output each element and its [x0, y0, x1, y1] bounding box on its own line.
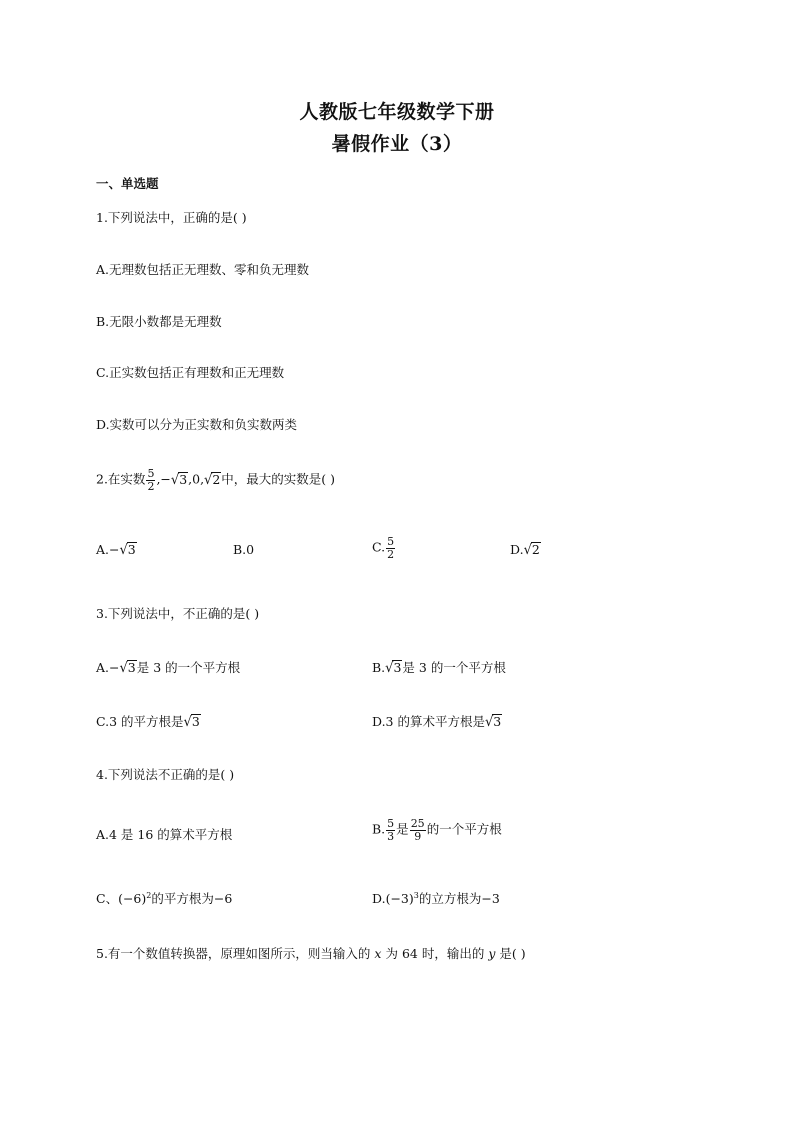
power-exponent: 2: [146, 890, 152, 900]
question-5-stem-prefix: 5.有一个数值转换器，原理如图所示，则当输入的: [96, 946, 371, 961]
fraction-numerator: 25: [410, 817, 425, 830]
question-2-stem: [96, 468, 335, 492]
variable-x: x: [374, 946, 382, 961]
sqrt-expression: [204, 472, 221, 488]
option-text: C.3 的平方根是: [96, 714, 184, 729]
radical-sign-icon: √: [523, 542, 532, 559]
radical-sign-icon: √: [484, 714, 494, 731]
radicand: 3: [127, 542, 136, 557]
option-label: A.: [96, 660, 110, 675]
sqrt-expression: [524, 542, 541, 558]
variable-y: y: [488, 946, 496, 961]
question-2-option-d: [510, 542, 541, 558]
sqrt-expression: [120, 660, 137, 676]
separator: ,−: [156, 471, 171, 487]
radicand: 3: [493, 714, 502, 729]
radicand: 3: [127, 660, 136, 675]
power-base: (−6): [118, 891, 147, 906]
radical-sign-icon: √: [385, 660, 394, 677]
radical-sign-icon: √: [119, 660, 128, 677]
option-text: 的平方根为: [151, 891, 214, 906]
option-value: −6: [213, 891, 233, 906]
fraction-numerator: 5: [387, 535, 395, 548]
option-label: A.: [96, 542, 110, 557]
section-heading: 一、单选题: [96, 176, 159, 191]
question-3-option-d: [372, 712, 502, 730]
option-label: C.: [372, 539, 386, 555]
question-1-option-a: A.无理数包括正无理数、零和负无理数: [96, 262, 310, 277]
question-1-stem: 1.下列说法中，正确的是( ): [96, 210, 247, 225]
fraction-numerator: 5: [147, 467, 155, 480]
fraction-twentyfive-ninths: [410, 818, 426, 842]
fraction-denominator: 3: [387, 829, 395, 843]
question-1-option-c: C.正实数包括正有理数和正无理数: [96, 365, 285, 380]
question-3-stem: 3.下列说法中，不正确的是( ): [96, 606, 260, 621]
option-label: C、: [96, 891, 119, 906]
document-title: 人教版七年级数学下册: [299, 101, 495, 123]
sqrt-expression: [184, 714, 201, 730]
power-base: (−3): [385, 891, 414, 906]
minus-sign: −: [109, 660, 120, 675]
question-2-stem-prefix: 2.在实数: [96, 471, 146, 487]
fraction-five-thirds: [386, 818, 395, 842]
question-5-stem-mid: 为 64 时，输出的: [385, 946, 485, 961]
option-label: B.: [372, 660, 386, 675]
sqrt-expression: [120, 542, 137, 558]
radical-sign-icon: √: [204, 472, 213, 488]
option-label: B.: [372, 821, 386, 837]
question-2-stem-suffix: 中，最大的实数是( ): [221, 471, 336, 487]
question-4-option-a: A.4 是 16 的算术平方根: [96, 827, 233, 842]
option-value: −3: [481, 891, 500, 906]
question-3-option-a: [96, 658, 240, 676]
minus-sign: −: [109, 542, 120, 557]
sqrt-expression: [485, 714, 502, 730]
question-4-option-b: [372, 818, 502, 842]
question-1-option-d: D.实数可以分为正实数和负实数两类: [96, 417, 298, 432]
radicand: 2: [212, 471, 221, 487]
option-text: D.3 的算术平方根是: [372, 714, 485, 729]
document-subtitle: 暑假作业（3）: [331, 133, 463, 155]
sqrt-expression: [171, 472, 188, 488]
fraction-numerator: 5: [387, 817, 395, 830]
question-1-option-b: B.无限小数都是无理数: [96, 314, 222, 329]
fraction-denominator: 9: [414, 829, 422, 843]
question-2-option-c: [372, 536, 396, 560]
question-3-option-b: [372, 658, 506, 676]
question-4-stem: 4.下列说法不正确的是( ): [96, 767, 235, 782]
fraction-five-halves: [146, 468, 155, 492]
radicand: 2: [531, 542, 540, 557]
sqrt-expression: [385, 660, 402, 676]
radicand: 3: [393, 660, 402, 675]
radical-sign-icon: √: [170, 472, 180, 488]
fraction-denominator: 2: [147, 479, 155, 493]
question-2-option-a: [96, 542, 137, 558]
option-text: 是 3 的一个平方根: [402, 660, 506, 675]
question-3-option-c: [96, 712, 201, 730]
question-5-stem-suffix: 是( ): [499, 946, 526, 961]
question-4-option-c: [96, 889, 232, 907]
option-label: D.: [510, 542, 524, 557]
option-text: 是 3 的一个平方根: [136, 660, 241, 675]
radicand: 3: [191, 714, 200, 729]
question-2-option-b: B.0: [233, 542, 255, 557]
radical-sign-icon: √: [119, 542, 128, 559]
separator: ,0,: [188, 471, 205, 487]
question-4-option-d: [372, 889, 500, 907]
question-5-stem: [96, 944, 526, 962]
fraction-denominator: 2: [387, 547, 395, 561]
option-label: D.: [372, 891, 386, 906]
radicand: 3: [179, 471, 188, 487]
option-text: 的一个平方根: [426, 821, 502, 837]
radical-sign-icon: √: [183, 714, 192, 731]
option-text: 是: [396, 821, 409, 837]
power-exponent: 3: [413, 890, 419, 900]
fraction-five-halves: [386, 536, 395, 560]
option-text: 的立方根为: [418, 891, 482, 906]
